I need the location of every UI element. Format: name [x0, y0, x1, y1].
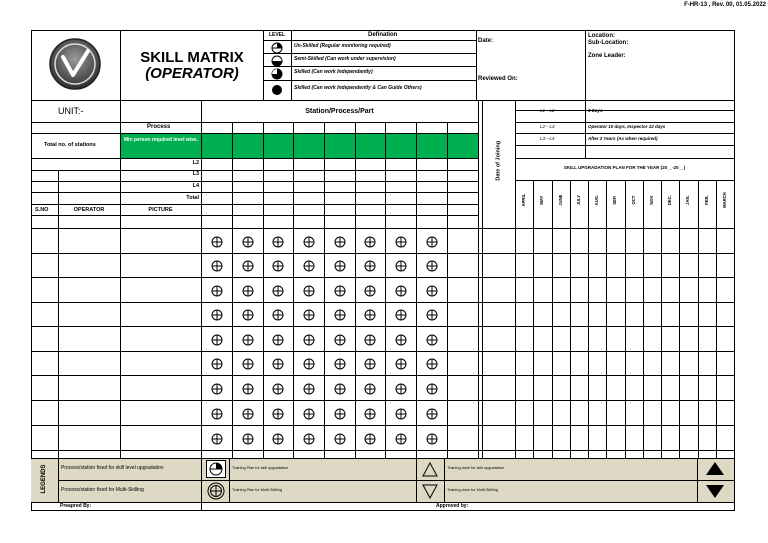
min-person-label: Min person required level wise.: [123, 137, 199, 143]
level-row-l2: L2: [192, 160, 199, 166]
target-cross-icon: [426, 235, 438, 247]
target-cross-icon: [242, 235, 254, 247]
target-cross-icon: [426, 432, 438, 444]
target-cross-icon: [364, 235, 376, 247]
target-cross-icon: [272, 308, 284, 320]
target-cross-icon: [395, 235, 407, 247]
sub-location-label: Sub-Location:: [588, 40, 629, 46]
upgrade-time-2: Operator 10 days, Inspector 12 days: [588, 124, 666, 129]
month-column-line: [552, 180, 553, 458]
target-cross-icon: [334, 432, 346, 444]
target-cross-icon: [242, 407, 254, 419]
approved-by-label: Approved by:: [436, 503, 469, 509]
table-row-line: [31, 351, 734, 352]
station-column-line: [416, 122, 417, 458]
col-operator: OPERATOR: [73, 207, 105, 213]
month-label: NOV: [648, 195, 654, 205]
target-cross-icon: [364, 407, 376, 419]
table-row-line: [31, 400, 734, 401]
target-cross-icon: [211, 382, 223, 394]
target-cross-icon: [272, 432, 284, 444]
target-cross-icon: [364, 259, 376, 271]
table-row-line: [31, 302, 734, 303]
target-cross-icon: [426, 333, 438, 345]
month-column-line: [625, 180, 626, 458]
target-cross-icon: [364, 382, 376, 394]
target-cross-icon: [334, 259, 346, 271]
col-sno: S.NO: [35, 207, 49, 213]
title-line-2: (OPERATOR): [145, 65, 239, 82]
level-header: LEVEL: [268, 32, 286, 38]
date-of-joining-label: Date of Joining: [495, 140, 502, 181]
month-column-line: [698, 180, 699, 458]
legend-cross-icon: [206, 482, 226, 500]
definition-2: Semi-Skilled (Can work under supervision): [294, 56, 396, 62]
target-cross-icon: [426, 259, 438, 271]
target-cross-icon: [303, 382, 315, 394]
target-cross-icon: [211, 259, 223, 271]
target-cross-icon: [426, 407, 438, 419]
unit-label: UNIT:-: [58, 106, 84, 116]
month-label: MARCH: [721, 192, 727, 208]
target-cross-icon: [272, 333, 284, 345]
level-row-total: Total: [186, 195, 199, 201]
target-cross-icon: [303, 308, 315, 320]
triangle-down-outline-icon: [422, 484, 438, 504]
table-row-line: [31, 326, 734, 327]
company-logo: [48, 37, 102, 91]
target-cross-icon: [334, 407, 346, 419]
station-column-line: [232, 122, 233, 458]
month-label: MAY: [539, 195, 545, 205]
target-cross-icon: [242, 382, 254, 394]
upgrade-range-2: L2---L3: [540, 124, 555, 129]
target-cross-icon: [242, 259, 254, 271]
target-cross-icon: [395, 259, 407, 271]
target-cross-icon: [242, 333, 254, 345]
legend-item-2: Process/station fixed for Multi-Skilling: [61, 487, 144, 493]
definition-3: Skilled (Can work Independantly): [294, 69, 373, 75]
month-label: DEC.: [667, 195, 673, 206]
target-cross-icon: [272, 407, 284, 419]
month-column-line: [679, 180, 680, 458]
target-cross-icon: [395, 284, 407, 296]
target-cross-icon: [364, 284, 376, 296]
table-row-line: [31, 425, 734, 426]
target-cross-icon: [426, 284, 438, 296]
month-label: OCT: [630, 195, 636, 205]
target-cross-icon: [334, 382, 346, 394]
month-column-line: [533, 180, 534, 458]
target-cross-icon: [303, 432, 315, 444]
target-cross-icon: [334, 235, 346, 247]
target-cross-icon: [395, 407, 407, 419]
process-label: Process: [147, 124, 171, 130]
target-cross-icon: [211, 432, 223, 444]
target-cross-icon: [364, 333, 376, 345]
month-label: AUG.: [594, 194, 600, 206]
month-label: APRIL: [521, 193, 527, 207]
month-column-line: [643, 180, 644, 458]
legend-plan-skill: Training Plan for skill upgradation: [232, 466, 289, 470]
target-cross-icon: [211, 308, 223, 320]
month-label: JUNE: [557, 194, 563, 206]
upgrade-range-3: L3---L4: [540, 136, 555, 141]
target-cross-icon: [334, 284, 346, 296]
month-label: FEB.: [703, 195, 709, 205]
target-cross-icon: [211, 357, 223, 369]
station-header: Station/Process/Part: [305, 108, 374, 115]
definition-4: Skilled (Can work Independently & Can Guide Others): [294, 85, 422, 91]
triangle-down-solid-icon: [705, 484, 725, 504]
target-cross-icon: [272, 235, 284, 247]
target-cross-icon: [395, 308, 407, 320]
target-cross-icon: [272, 284, 284, 296]
target-cross-icon: [395, 432, 407, 444]
location-label: Location:: [588, 33, 615, 39]
month-column-line: [588, 180, 589, 458]
triangle-up-solid-icon: [705, 461, 725, 481]
target-cross-icon: [303, 357, 315, 369]
target-cross-icon: [426, 357, 438, 369]
table-row-line: [31, 375, 734, 376]
prepared-by-label: Preapred By:: [60, 503, 92, 509]
target-cross-icon: [303, 407, 315, 419]
target-cross-icon: [303, 333, 315, 345]
target-cross-icon: [334, 357, 346, 369]
station-column-line: [293, 122, 294, 458]
month-label: JULY: [575, 194, 581, 206]
doc-reference: F-HR-13 , Rev. 00, 01.05.2022: [684, 2, 766, 8]
col-picture: PICTURE: [148, 207, 173, 213]
target-cross-icon: [211, 407, 223, 419]
month-column-line: [606, 180, 607, 458]
target-cross-icon: [211, 284, 223, 296]
station-column-line: [385, 122, 386, 458]
upgrade-time-1: 3 Days: [588, 108, 603, 113]
target-cross-icon: [334, 333, 346, 345]
target-cross-icon: [426, 308, 438, 320]
month-label: SEP.: [612, 195, 618, 205]
target-cross-icon: [242, 284, 254, 296]
target-cross-icon: [242, 357, 254, 369]
target-cross-icon: [303, 284, 315, 296]
target-cross-icon: [395, 333, 407, 345]
title-line-1: SKILL MATRIX: [140, 49, 244, 66]
upgrade-range-1: L1---L2: [540, 108, 555, 113]
month-label: JAN.: [685, 195, 691, 205]
legend-side-label: LEGENDS: [41, 464, 47, 494]
plan-title: SKILL UPGRADATION PLAN FOR THE YEAR (20__-20__): [563, 165, 686, 170]
target-cross-icon: [242, 308, 254, 320]
target-cross-icon: [211, 333, 223, 345]
target-cross-icon: [364, 357, 376, 369]
legend-item-1: Process/station fixed for skill level upgradation: [61, 465, 164, 471]
month-column-line: [661, 180, 662, 458]
definition-header: Defination: [368, 32, 398, 38]
target-cross-icon: [426, 382, 438, 394]
target-cross-icon: [364, 308, 376, 320]
upgrade-time-3: After 2 Years (As when required): [588, 136, 658, 141]
table-row-line: [31, 450, 734, 451]
definition-1: Un-Skilled (Regular monitoring required): [294, 43, 391, 49]
triangle-up-outline-icon: [422, 462, 438, 482]
legend-done-skill: Training done for skill upgradation: [447, 466, 505, 470]
level-full-icon: [271, 83, 283, 101]
target-cross-icon: [364, 432, 376, 444]
station-column-line: [263, 122, 264, 458]
station-column-line: [447, 122, 448, 458]
legend-plan-multi: Training Plan for Multi-Skilling: [232, 488, 283, 492]
level-row-l3: L3: [192, 171, 199, 177]
target-cross-icon: [272, 357, 284, 369]
legend-quarter-icon: [206, 460, 226, 478]
level-row-l4: L4: [192, 183, 199, 189]
month-column-line: [716, 180, 717, 458]
reviewed-label: Reviewed On:: [478, 76, 518, 82]
station-column-line: [355, 122, 356, 458]
target-cross-icon: [334, 308, 346, 320]
legend-done-multi: Training done for Multi-Skilling: [447, 488, 498, 492]
table-row-line: [31, 277, 734, 278]
target-cross-icon: [395, 382, 407, 394]
table-row-line: [31, 228, 734, 229]
target-cross-icon: [395, 357, 407, 369]
month-column-line: [570, 180, 571, 458]
date-label: Date:: [478, 38, 494, 44]
target-cross-icon: [303, 235, 315, 247]
target-cross-icon: [303, 259, 315, 271]
station-column-line: [324, 122, 325, 458]
table-row-line: [31, 253, 734, 254]
total-stations-label: Total no. of stations: [44, 142, 96, 148]
zone-leader-label: Zone Leader:: [588, 53, 626, 59]
target-cross-icon: [272, 259, 284, 271]
target-cross-icon: [211, 235, 223, 247]
target-cross-icon: [272, 382, 284, 394]
target-cross-icon: [242, 432, 254, 444]
